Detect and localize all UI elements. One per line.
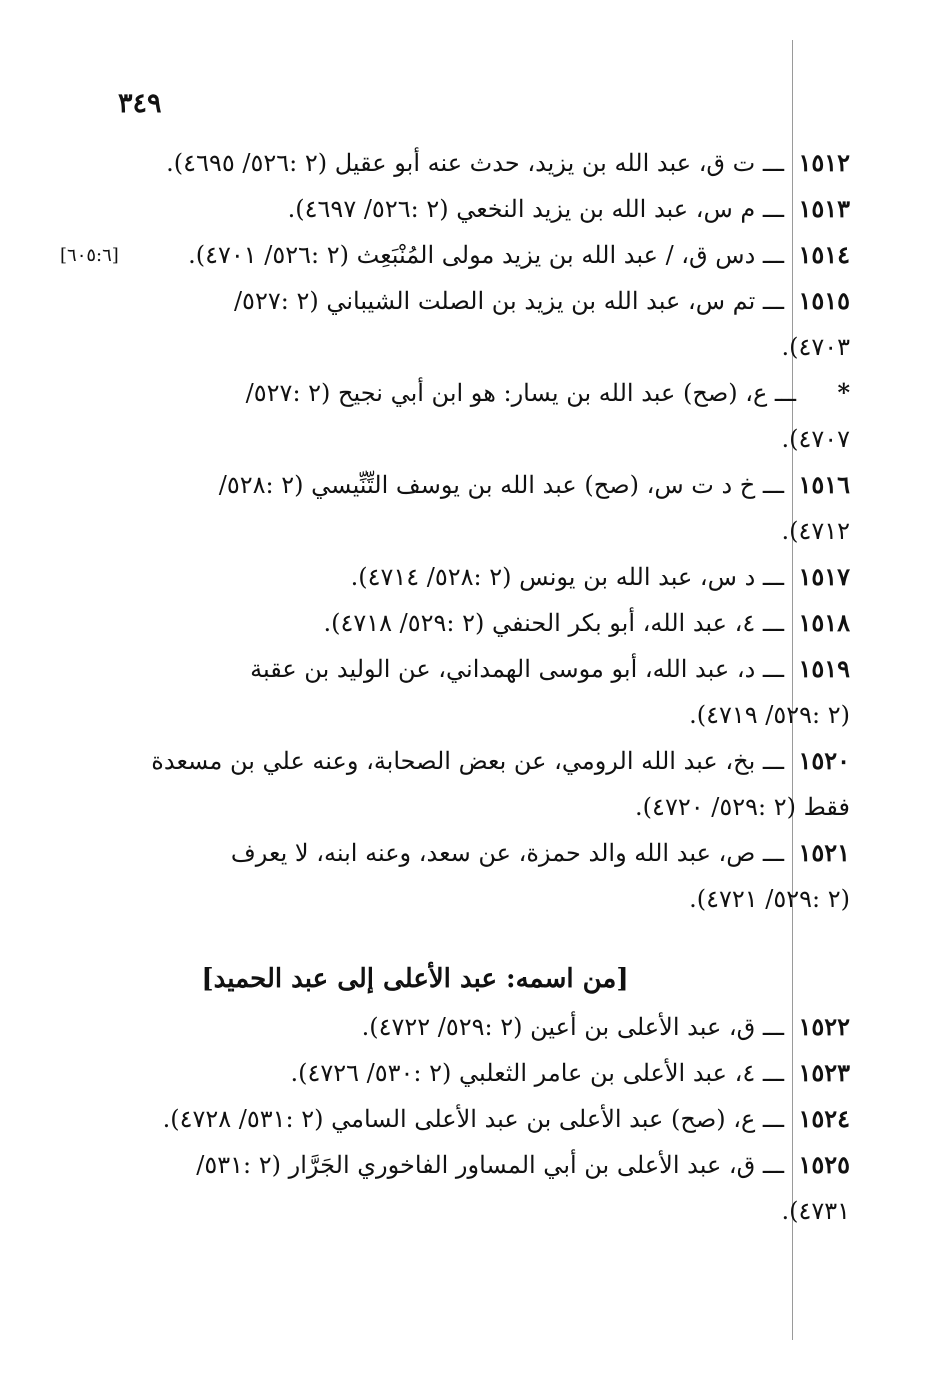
entry-1514 bbox=[40, 232, 850, 278]
entry-number: ١٥١٥ bbox=[798, 286, 850, 315]
star-marker: * bbox=[837, 378, 850, 407]
entry-text: ـــ بخ، عبد الله الرومي، عن بعض الصحابة، وعنه علي بن مسعدة bbox=[151, 747, 784, 775]
entry-1524 bbox=[40, 1096, 850, 1142]
entry-1519 bbox=[40, 646, 850, 738]
entry-1521 bbox=[40, 830, 850, 922]
marginal-note: [٦٠٥:٦] bbox=[60, 245, 119, 266]
entry-1515 bbox=[40, 278, 850, 370]
entry-continuation: ٤٧٣١). bbox=[781, 1197, 850, 1225]
entry-1525 bbox=[40, 1142, 850, 1234]
entry-text: ـــ تم س، عبد الله بن يزيد بن الصلت الشيباني (٢ :٥٢٧/ bbox=[233, 287, 784, 315]
entry-text: ـــ ع، (صح) عبد الله بن يسار: هو ابن أبي نجيح (٢ :٥٢٧/ bbox=[245, 379, 796, 407]
entry-text: ـــ ق، عبد الأعلى بن أبي المساور الفاخوري الجَرَّار (٢ :٥٣١/ bbox=[196, 1151, 784, 1179]
entry-1516 bbox=[40, 462, 850, 554]
section-heading: [من اسمه: عبد الأعلى إلى عبد الحميد] bbox=[201, 964, 629, 994]
entry-number: ١٥١٨ bbox=[798, 608, 850, 637]
entry-1513 bbox=[40, 186, 850, 232]
entry-number: ١٥٢١ bbox=[798, 838, 850, 867]
page-number: ٣٤٩ bbox=[118, 88, 162, 119]
entry-1512 bbox=[40, 140, 850, 186]
entry-text: ـــ ٤، عبد الله، أبو بكر الحنفي (٢ :٥٢٩/ ٤٧١٨). bbox=[323, 609, 784, 637]
entry-1518 bbox=[40, 600, 850, 646]
entry-text: ـــ ق، عبد الأعلى بن أعين (٢ :٥٢٩/ ٤٧٢٢). bbox=[361, 1013, 784, 1041]
entry-1517 bbox=[40, 554, 850, 600]
entry-text: ـــ دس ق، / عبد الله بن يزيد مولى المُنْبَعِث (٢ :٥٢٦/ ٤٧٠١). bbox=[188, 241, 784, 269]
entry-1520 bbox=[40, 738, 850, 830]
entry-text: ـــ د س، عبد الله بن يونس (٢ :٥٢٨/ ٤٧١٤). bbox=[350, 563, 784, 591]
entry-text: ـــ د، عبد الله، أبو موسى الهمداني، عن الوليد بن عقبة bbox=[250, 655, 784, 683]
entries-list bbox=[40, 140, 850, 1234]
entry-1522 bbox=[40, 1004, 850, 1050]
entry-continuation: ٤٧٠٣). bbox=[781, 333, 850, 361]
entry-number: ١٥٢٣ bbox=[798, 1058, 850, 1087]
entry-number: ١٥١٢ bbox=[798, 148, 850, 177]
entry-text: ـــ م س، عبد الله بن يزيد النخعي (٢ :٥٢٦/ ٤٦٩٧). bbox=[287, 195, 784, 223]
entry-number: ١٥٢٠ bbox=[798, 746, 850, 775]
entry-star bbox=[40, 370, 850, 462]
entry-1523 bbox=[40, 1050, 850, 1096]
entry-text: ـــ ص، عبد الله والد حمزة، عن سعد، وعنه ابنه، لا يعرف bbox=[230, 839, 784, 867]
entry-text: ـــ خ د ت س، (صح) عبد الله بن يوسف التِّنِّيسي (٢ :٥٢٨/ bbox=[218, 471, 784, 499]
entry-text: ـــ ت ق، عبد الله بن يزيد، حدث عنه أبو عقيل (٢ :٥٢٦/ ٤٦٩٥). bbox=[166, 149, 784, 177]
entry-number: ١٥١٧ bbox=[798, 562, 850, 591]
entry-number: ١٥٢٤ bbox=[798, 1104, 850, 1133]
entry-text: ـــ ع، (صح) عبد الأعلى بن عبد الأعلى السامي (٢ :٥٣١/ ٤٧٢٨). bbox=[162, 1105, 784, 1133]
entry-number: ١٥٢٢ bbox=[798, 1012, 850, 1041]
entry-continuation: ٤٧١٢). bbox=[781, 517, 850, 545]
entry-continuation: (٢ :٥٢٩/ ٤٧٢١). bbox=[689, 885, 850, 913]
entry-number: ١٥١٩ bbox=[798, 654, 850, 683]
entry-number: ١٥٢٥ bbox=[798, 1150, 850, 1179]
entry-continuation: فقط (٢ :٥٢٩/ ٤٧٢٠). bbox=[635, 793, 850, 821]
entry-continuation: ٤٧٠٧). bbox=[781, 425, 850, 453]
entry-number: ١٥١٦ bbox=[798, 470, 850, 499]
entry-number: ١٥١٤ bbox=[798, 240, 850, 269]
entry-number: ١٥١٣ bbox=[798, 194, 850, 223]
entry-continuation: (٢ :٥٢٩/ ٤٧١٩). bbox=[689, 701, 850, 729]
entry-text: ـــ ٤، عبد الأعلى بن عامر الثعلبي (٢ :٥٣٠/ ٤٧٢٦). bbox=[290, 1059, 784, 1087]
